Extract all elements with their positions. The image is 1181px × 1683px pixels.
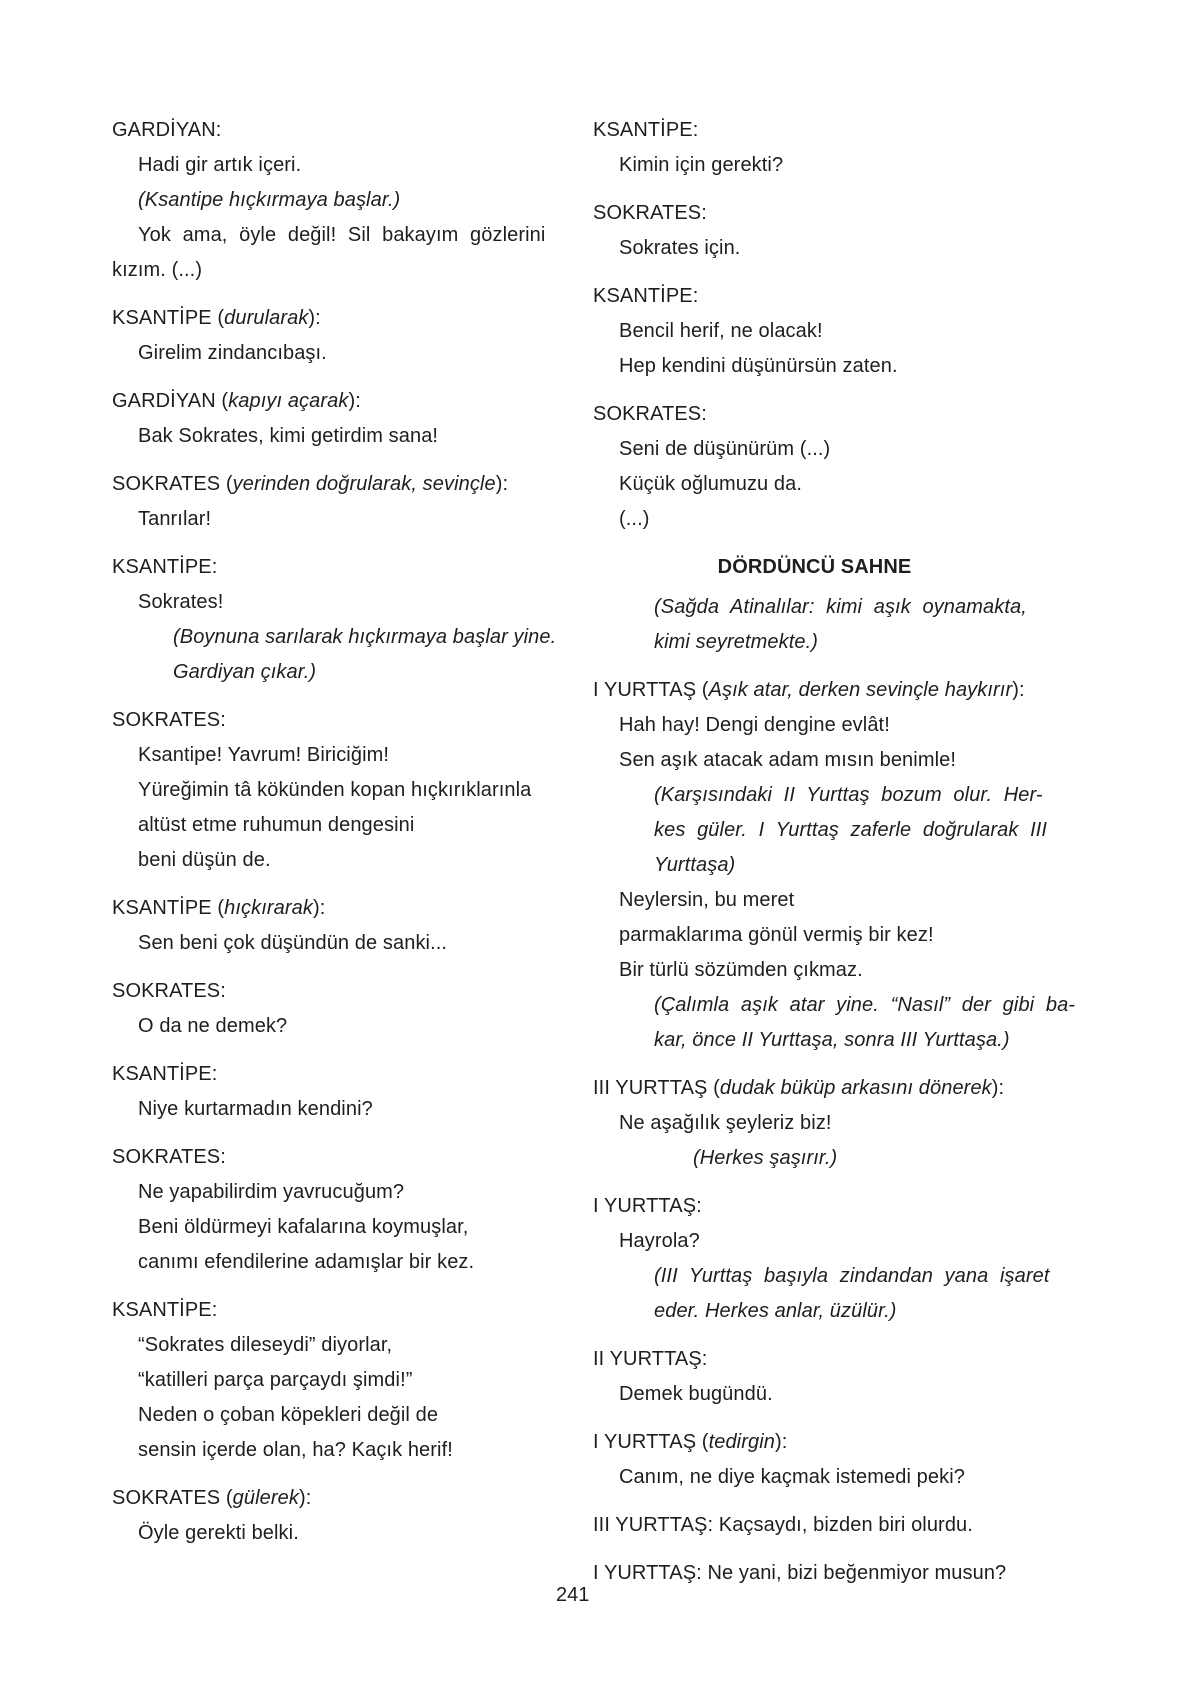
page-number: 241 xyxy=(556,1584,590,1606)
speaker-line xyxy=(112,1293,555,1328)
speaker-line xyxy=(593,113,1036,148)
dialogue-line xyxy=(619,743,1036,778)
dialogue-line xyxy=(619,883,1036,918)
text-run: Öyle gerekti belki. xyxy=(138,1522,299,1544)
text-run: (Çalımla aşık atar yine. “Nasıl” der gibi ba- xyxy=(654,994,1076,1016)
stage-direction-line xyxy=(654,590,1036,625)
speech-block xyxy=(593,1342,1036,1412)
dialogue-line xyxy=(138,1516,555,1551)
text-run: Neden o çoban köpekleri değil de xyxy=(138,1404,439,1426)
dialogue-line xyxy=(619,1377,1036,1412)
text-run: Hah hay! Dengi dengine evlât! xyxy=(619,714,890,736)
dialogue-line xyxy=(138,808,555,843)
speaker-line xyxy=(112,1140,555,1175)
speech-block xyxy=(593,279,1036,384)
text-run: SOKRATES: xyxy=(593,202,707,224)
left-column xyxy=(112,113,555,1591)
speaker-line xyxy=(593,1508,1036,1543)
text-run: I YURTTAŞ ( xyxy=(593,679,709,701)
text-run: (Herkes şaşırır.) xyxy=(693,1147,838,1169)
text-run: III YURTTAŞ ( xyxy=(593,1077,720,1099)
text-run: Sen aşık atacak adam mısın benimle! xyxy=(619,749,956,771)
text-run: Bak Sokrates, kimi getirdim sana! xyxy=(138,425,439,447)
text-run: Yurttaşa) xyxy=(654,854,736,876)
text-run: SOKRATES: xyxy=(593,403,707,425)
text-run: Yok ama, öyle değil! Sil bakayım gözlerini xyxy=(138,224,546,246)
speech-block xyxy=(593,113,1036,183)
text-run: Sokrates! xyxy=(138,591,224,613)
speaker-line xyxy=(593,397,1036,432)
dialogue-line xyxy=(138,148,555,183)
speaker-line xyxy=(112,467,555,502)
text-run: Hep kendini düşünürsün zaten. xyxy=(619,355,898,377)
text-run: Sen beni çok düşündün de sanki... xyxy=(138,932,448,954)
text-run: Ne yapabilirdim yavrucuğum? xyxy=(138,1181,405,1203)
text-run: O da ne demek? xyxy=(138,1015,288,1037)
dialogue-line xyxy=(138,1009,555,1044)
speech-block xyxy=(112,550,555,690)
dialogue-line xyxy=(138,1433,555,1468)
speech-block xyxy=(593,1556,1036,1591)
dialogue-line xyxy=(619,502,1036,537)
speech-block xyxy=(112,974,555,1044)
speaker-line xyxy=(112,1481,555,1516)
dialogue-line xyxy=(138,738,555,773)
stage-direction-line xyxy=(654,778,1043,813)
speaker-line xyxy=(112,974,555,1009)
text-run: SOKRATES ( xyxy=(112,473,233,495)
text-run: GARDİYAN: xyxy=(112,119,222,141)
dialogue-line xyxy=(619,1106,1036,1141)
speech-block xyxy=(593,1425,1036,1495)
speaker-line xyxy=(593,1189,1036,1224)
text-run: I YURTTAŞ ( xyxy=(593,1431,709,1453)
stage-direction-line xyxy=(138,183,555,218)
text-run: ): xyxy=(312,897,326,919)
speech-block xyxy=(593,1508,1036,1543)
text-run: sensin içerde olan, ha? Kaçık herif! xyxy=(138,1439,453,1461)
dialogue-line xyxy=(619,231,1036,266)
text-run: durularak xyxy=(224,307,309,329)
dialogue-line xyxy=(138,1245,555,1280)
stage-direction-line xyxy=(693,1141,1036,1176)
speech-block xyxy=(593,1071,1036,1176)
text-run: KSANTİPE: xyxy=(593,119,699,141)
dialogue-line xyxy=(138,585,555,620)
text-run: GARDİYAN ( xyxy=(112,390,229,412)
dialogue-line xyxy=(112,253,555,288)
text-run: kar, önce II Yurttaşa, sonra III Yurttaşa.) xyxy=(654,1029,1010,1051)
text-run: kızım. (...) xyxy=(112,259,203,281)
dialogue-line xyxy=(619,349,1036,384)
text-run: ): xyxy=(774,1431,788,1453)
text-run: II YURTTAŞ: xyxy=(593,1348,708,1370)
stage-direction-line xyxy=(654,1259,1050,1294)
stage-direction-line xyxy=(654,1023,1036,1058)
scene-block xyxy=(593,550,1036,660)
dialogue-line xyxy=(138,502,555,537)
text-run: Bir türlü sözümden çıkmaz. xyxy=(619,959,863,981)
text-run: KSANTİPE: xyxy=(593,285,699,307)
speaker-line xyxy=(593,1556,1036,1591)
text-run: (III Yurttaş başıyla zindandan yana işaret xyxy=(654,1265,1050,1287)
text-run: SOKRATES: xyxy=(112,980,226,1002)
text-run: ): xyxy=(298,1487,312,1509)
dialogue-line xyxy=(619,1460,1036,1495)
scene-heading xyxy=(593,550,1036,585)
text-run: I YURTTAŞ: xyxy=(593,1195,702,1217)
text-run: canımı efendilerine adamışlar bir kez. xyxy=(138,1251,475,1273)
stage-direction-line xyxy=(654,1294,1036,1329)
text-run: Ksantipe! Yavrum! Biriciğim! xyxy=(138,744,390,766)
text-run: kimi seyretmekte.) xyxy=(654,631,819,653)
text-run: Niye kurtarmadın kendini? xyxy=(138,1098,373,1120)
dialogue-line xyxy=(619,314,1036,349)
text-run: Küçük oğlumuzu da. xyxy=(619,473,803,495)
dialogue-line xyxy=(138,1398,555,1433)
dialogue-line xyxy=(138,419,555,454)
text-run: Beni öldürmeyi kafalarına koymuşlar, xyxy=(138,1216,469,1238)
speech-block xyxy=(112,113,555,288)
text-run: Seni de düşünürüm (...) xyxy=(619,438,831,460)
stage-direction-line xyxy=(654,813,1048,848)
text-run: “katilleri parça parçaydı şimdi!” xyxy=(138,1369,413,1391)
text-run: Hayrola? xyxy=(619,1230,700,1252)
dialogue-line xyxy=(619,432,1036,467)
text-run: KSANTİPE ( xyxy=(112,307,225,329)
stage-direction-line xyxy=(173,620,555,655)
text-run: Bencil herif, ne olacak! xyxy=(619,320,823,342)
speech-block xyxy=(112,1140,555,1280)
dialogue-line xyxy=(619,918,1036,953)
dialogue-line xyxy=(619,467,1036,502)
speaker-line xyxy=(593,1071,1036,1106)
text-run: dudak büküp arkasını dönerek xyxy=(719,1077,992,1099)
speech-block xyxy=(593,1189,1050,1329)
text-run: III YURTTAŞ: Kaçsaydı, bizden biri olurdu. xyxy=(593,1514,973,1536)
dialogue-line xyxy=(619,708,1036,743)
dialogue-line xyxy=(619,1224,1036,1259)
text-run: yerinden doğrularak, sevinçle xyxy=(232,473,496,495)
speech-block xyxy=(593,673,1076,1058)
stage-direction-line xyxy=(173,655,555,690)
text-run: (Boynuna sarılarak hıçkırmaya başlar yine. xyxy=(173,626,557,648)
stage-direction-line xyxy=(654,988,1076,1023)
text-run: Neylersin, bu meret xyxy=(619,889,795,911)
speaker-line xyxy=(112,1057,555,1092)
text-run: Demek bugündü. xyxy=(619,1383,773,1405)
speech-block xyxy=(112,703,555,878)
text-run: Hadi gir artık içeri. xyxy=(138,154,302,176)
dialogue-line xyxy=(138,1210,555,1245)
text-run: Aşık atar, derken sevinçle haykırır xyxy=(708,679,1013,701)
speaker-line xyxy=(112,113,555,148)
dialogue-line xyxy=(138,336,555,371)
speech-block xyxy=(593,397,1036,537)
speech-block xyxy=(112,301,555,371)
text-run: Gardiyan çıkar.) xyxy=(173,661,317,683)
speech-block xyxy=(112,1057,555,1127)
text-run: (Ksantipe hıçkırmaya başlar.) xyxy=(138,189,401,211)
speaker-line xyxy=(112,301,555,336)
text-run: SOKRATES: xyxy=(112,1146,226,1168)
dialogue-line xyxy=(138,843,555,878)
speech-block xyxy=(112,1293,555,1468)
dialogue-line xyxy=(138,1092,555,1127)
text-run: Yüreğimin tâ kökünden kopan hıçkırıklarınla xyxy=(138,779,532,801)
text-run: SOKRATES ( xyxy=(112,1487,233,1509)
dialogue-line xyxy=(138,1328,555,1363)
dialogue-line xyxy=(138,773,555,808)
speaker-line xyxy=(593,1342,1036,1377)
text-run: KSANTİPE: xyxy=(112,1063,218,1085)
speech-block xyxy=(593,196,1036,266)
text-run: (...) xyxy=(619,508,650,530)
text-run: beni düşün de. xyxy=(138,849,271,871)
speaker-line xyxy=(593,196,1036,231)
dialogue-line xyxy=(619,953,1036,988)
speaker-line xyxy=(593,673,1036,708)
text-run: “Sokrates dileseydi” diyorlar, xyxy=(138,1334,393,1356)
text-run: parmaklarıma gönül vermiş bir kez! xyxy=(619,924,934,946)
dialogue-line xyxy=(138,218,555,253)
speaker-line xyxy=(112,891,555,926)
text-run: kes güler. I Yurttaş zaferle doğrularak III xyxy=(654,819,1048,841)
text-run: tedirgin xyxy=(708,1431,775,1453)
stage-direction-line xyxy=(654,848,1036,883)
text-run: ): xyxy=(1012,679,1025,701)
text-run: kapıyı açarak xyxy=(228,390,349,412)
text-run: KSANTİPE ( xyxy=(112,897,225,919)
text-run: Girelim zindancıbaşı. xyxy=(138,342,327,364)
text-run: KSANTİPE: xyxy=(112,556,218,578)
dialogue-line xyxy=(138,1363,555,1398)
speaker-line xyxy=(112,550,555,585)
right-column xyxy=(593,113,1076,1591)
text-run: (Karşısındaki II Yurttaş bozum olur. Her- xyxy=(654,784,1043,806)
text-run: DÖRDÜNCÜ SAHNE xyxy=(717,556,912,578)
text-run: ): xyxy=(348,390,361,412)
text-run: ): xyxy=(495,473,509,495)
text-run: Tanrılar! xyxy=(138,508,212,530)
speech-block xyxy=(112,1481,555,1551)
speech-block xyxy=(112,384,555,454)
speaker-line xyxy=(593,1425,1036,1460)
text-run: Kimin için gerekti? xyxy=(619,154,784,176)
text-run: Ne aşağılık şeyleriz biz! xyxy=(619,1112,832,1134)
speaker-line xyxy=(593,279,1036,314)
speech-block xyxy=(112,467,555,537)
text-run: SOKRATES: xyxy=(112,709,226,731)
dialogue-line xyxy=(619,148,1036,183)
text-run: I YURTTAŞ: Ne yani, bizi beğenmiyor musun? xyxy=(593,1562,1007,1584)
text-run: Canım, ne diye kaçmak istemedi peki? xyxy=(619,1466,965,1488)
text-run: KSANTİPE: xyxy=(112,1299,218,1321)
text-columns xyxy=(112,113,1076,1591)
speaker-line xyxy=(112,703,555,738)
text-run: (Sağda Atinalılar: kimi aşık oynamakta, xyxy=(654,596,1027,618)
speaker-line xyxy=(112,384,555,419)
text-run: Sokrates için. xyxy=(619,237,741,259)
dialogue-line xyxy=(138,1175,555,1210)
text-run: eder. Herkes anlar, üzülür.) xyxy=(654,1300,897,1322)
dialogue-line xyxy=(138,926,555,961)
text-run: ): xyxy=(308,307,321,329)
stage-direction-line xyxy=(654,625,1036,660)
text-run: ): xyxy=(991,1077,1005,1099)
text-run: hıçkırarak xyxy=(224,897,313,919)
text-run: altüst etme ruhumun dengesini xyxy=(138,814,415,836)
speech-block xyxy=(112,891,555,961)
text-run: gülerek xyxy=(232,1487,299,1509)
